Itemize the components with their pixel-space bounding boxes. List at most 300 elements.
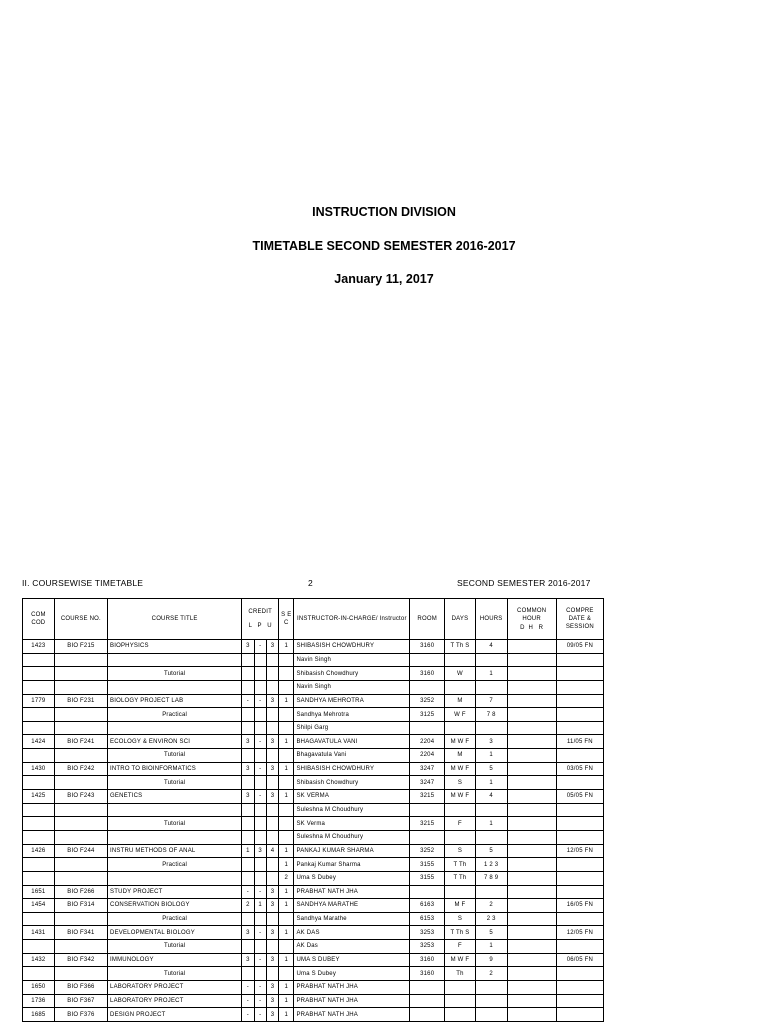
cell-room	[410, 981, 445, 995]
cell-sec: 1	[279, 640, 294, 654]
cell-course-no	[54, 940, 107, 954]
cell-credit-p	[254, 680, 266, 694]
coursewise-timetable	[22, 598, 604, 1022]
table-row	[23, 653, 604, 667]
cell-common-hour	[507, 912, 556, 926]
cell-hours	[475, 830, 507, 844]
cell-credit-l: -	[242, 694, 254, 708]
cell-days: S	[445, 912, 476, 926]
cell-instructor: PRABHAT NATH JHA	[294, 1008, 410, 1022]
cell-common-hour	[507, 680, 556, 694]
cell-sec	[279, 967, 294, 981]
cell-credit-u: 3	[266, 981, 278, 995]
cell-credit-l: 3	[242, 926, 254, 940]
cell-compre	[556, 721, 603, 735]
table-row	[23, 1008, 604, 1022]
cell-compre	[556, 912, 603, 926]
cell-credit-p	[254, 667, 266, 681]
cell-room	[410, 830, 445, 844]
cell-credit-l: -	[242, 885, 254, 899]
cell-common-hour	[507, 994, 556, 1008]
cell-sec	[279, 749, 294, 763]
table-row	[23, 953, 604, 967]
cell-credit-u	[266, 667, 278, 681]
cell-com-cod: 1424	[23, 735, 55, 749]
cell-room: 3155	[410, 858, 445, 872]
cell-instructor: Pankaj Kumar Sharma	[294, 858, 410, 872]
cell-credit-l	[242, 721, 254, 735]
cell-compre	[556, 940, 603, 954]
cell-days: T Th	[445, 871, 476, 885]
header-course-title: COURSE TITLE	[108, 599, 242, 640]
cell-instructor: Shibasish Chowdhury	[294, 776, 410, 790]
cell-common-hour	[507, 967, 556, 981]
cell-credit-u	[266, 871, 278, 885]
cell-credit-l: -	[242, 981, 254, 995]
cell-sec: 1	[279, 1008, 294, 1022]
cell-credit-p	[254, 749, 266, 763]
header-compre: COMPRE DATE & SESSION	[556, 599, 603, 640]
cell-room: 3160	[410, 967, 445, 981]
cell-hours	[475, 885, 507, 899]
cell-credit-p	[254, 653, 266, 667]
cell-credit-u: 3	[266, 735, 278, 749]
cell-course-no: BIO F266	[54, 885, 107, 899]
cell-common-hour	[507, 749, 556, 763]
cell-com-cod: 1779	[23, 694, 55, 708]
cell-course-no: BIO F314	[54, 899, 107, 913]
cell-course-title: STUDY PROJECT	[108, 885, 242, 899]
cell-credit-l	[242, 749, 254, 763]
cell-compre	[556, 694, 603, 708]
cell-credit-u: 3	[266, 694, 278, 708]
cell-credit-u	[266, 803, 278, 817]
cell-hours	[475, 803, 507, 817]
cell-room	[410, 994, 445, 1008]
header-days: DAYS	[445, 599, 476, 640]
cell-course-no	[54, 653, 107, 667]
cell-credit-p: -	[254, 885, 266, 899]
cell-credit-u	[266, 721, 278, 735]
cell-room	[410, 803, 445, 817]
cell-credit-p	[254, 940, 266, 954]
cell-instructor: Navin Singh	[294, 653, 410, 667]
cell-credit-u	[266, 912, 278, 926]
cell-compre	[556, 858, 603, 872]
cell-hours: 1	[475, 817, 507, 831]
cell-sec	[279, 776, 294, 790]
cell-credit-l: 3	[242, 762, 254, 776]
cell-compre	[556, 830, 603, 844]
cell-days: S	[445, 776, 476, 790]
cell-credit-p: -	[254, 735, 266, 749]
cell-sec: 2	[279, 871, 294, 885]
table-row	[23, 708, 604, 722]
cell-course-title: BIOPHYSICS	[108, 640, 242, 654]
cell-compre: 12/05 FN	[556, 844, 603, 858]
header-course-no: COURSE NO.	[54, 599, 107, 640]
cell-com-cod: 1651	[23, 885, 55, 899]
header-credit-label: CREDIT	[248, 609, 272, 615]
cell-com-cod: 1454	[23, 899, 55, 913]
header-room: ROOM	[410, 599, 445, 640]
cell-course-no	[54, 708, 107, 722]
cell-room: 3252	[410, 844, 445, 858]
cell-days: S	[445, 844, 476, 858]
cell-sec: 1	[279, 885, 294, 899]
cell-compre	[556, 653, 603, 667]
cell-compre: 16/05 FN	[556, 899, 603, 913]
cell-common-hour	[507, 803, 556, 817]
cell-days: T Th S	[445, 926, 476, 940]
cell-course-title: Tutorial	[108, 667, 242, 681]
cell-credit-p: -	[254, 694, 266, 708]
cell-sec: 1	[279, 858, 294, 872]
header-common-hour	[507, 599, 556, 640]
cell-days	[445, 994, 476, 1008]
cell-compre	[556, 708, 603, 722]
cell-course-title: ECOLOGY & ENVIRON SCI	[108, 735, 242, 749]
cell-hours: 5	[475, 844, 507, 858]
cell-course-no: BIO F341	[54, 926, 107, 940]
cell-room: 3160	[410, 667, 445, 681]
cell-sec: 1	[279, 762, 294, 776]
cell-course-title	[108, 871, 242, 885]
cell-credit-u: 3	[266, 640, 278, 654]
cell-credit-p: -	[254, 953, 266, 967]
cell-days: F	[445, 817, 476, 831]
cell-room: 6163	[410, 899, 445, 913]
cell-course-title	[108, 830, 242, 844]
cell-credit-l	[242, 967, 254, 981]
cell-hours: 1	[475, 667, 507, 681]
cell-compre: 09/05 FN	[556, 640, 603, 654]
cell-credit-p: -	[254, 994, 266, 1008]
cell-hours	[475, 994, 507, 1008]
cell-compre	[556, 776, 603, 790]
header-sec: S E C	[279, 599, 294, 640]
cell-common-hour	[507, 940, 556, 954]
cell-hours: 7	[475, 694, 507, 708]
cell-instructor: SK VERMA	[294, 790, 410, 804]
cell-course-title: Practical	[108, 912, 242, 926]
cell-common-hour	[507, 708, 556, 722]
cell-instructor: Uma S Dubey	[294, 967, 410, 981]
table-row	[23, 694, 604, 708]
table-row	[23, 994, 604, 1008]
cell-credit-u	[266, 830, 278, 844]
cell-credit-p	[254, 708, 266, 722]
cell-course-title: INSTRU METHODS OF ANAL	[108, 844, 242, 858]
cell-credit-p: 1	[254, 899, 266, 913]
cell-common-hour	[507, 844, 556, 858]
cell-course-no: BIO F244	[54, 844, 107, 858]
cell-course-no	[54, 721, 107, 735]
cell-common-hour	[507, 885, 556, 899]
cell-sec	[279, 940, 294, 954]
cell-course-no	[54, 749, 107, 763]
cell-compre: 12/05 FN	[556, 926, 603, 940]
header-common-hour-sub: D H R	[520, 624, 544, 631]
cell-common-hour	[507, 790, 556, 804]
cell-hours: 1	[475, 776, 507, 790]
cell-days	[445, 981, 476, 995]
cell-hours: 9	[475, 953, 507, 967]
page-number: 2	[308, 578, 313, 588]
cell-sec: 1	[279, 953, 294, 967]
cell-credit-l: 2	[242, 899, 254, 913]
table-row	[23, 899, 604, 913]
cell-credit-p: -	[254, 981, 266, 995]
cell-com-cod	[23, 830, 55, 844]
cell-course-no	[54, 667, 107, 681]
cell-credit-p	[254, 871, 266, 885]
cell-course-no: BIO F243	[54, 790, 107, 804]
cell-common-hour	[507, 953, 556, 967]
cell-room: 3247	[410, 776, 445, 790]
cell-days	[445, 885, 476, 899]
cell-sec	[279, 680, 294, 694]
cell-hours: 2	[475, 899, 507, 913]
cell-instructor: Shibasish Chowdhury	[294, 667, 410, 681]
cell-course-title	[108, 653, 242, 667]
cell-common-hour	[507, 981, 556, 995]
cell-course-no	[54, 858, 107, 872]
cell-credit-l: 3	[242, 735, 254, 749]
cell-credit-l	[242, 830, 254, 844]
table-row	[23, 680, 604, 694]
cell-common-hour	[507, 1008, 556, 1022]
cell-room	[410, 1008, 445, 1022]
cell-room: 3247	[410, 762, 445, 776]
cell-instructor: Shilpi Garg	[294, 721, 410, 735]
cell-credit-p: 3	[254, 844, 266, 858]
cell-course-title: Tutorial	[108, 776, 242, 790]
cell-credit-l: 3	[242, 790, 254, 804]
cell-credit-p: -	[254, 1008, 266, 1022]
cell-com-cod: 1423	[23, 640, 55, 654]
cell-course-no	[54, 967, 107, 981]
cell-room: 2204	[410, 735, 445, 749]
cell-common-hour	[507, 899, 556, 913]
cell-hours	[475, 653, 507, 667]
cell-days	[445, 653, 476, 667]
cell-room: 2204	[410, 749, 445, 763]
cell-course-title: DEVELOPMENTAL BIOLOGY	[108, 926, 242, 940]
cell-hours: 5	[475, 762, 507, 776]
cell-credit-u: 3	[266, 762, 278, 776]
cell-room: 3253	[410, 926, 445, 940]
table-row	[23, 803, 604, 817]
table-row	[23, 735, 604, 749]
cell-credit-l: -	[242, 994, 254, 1008]
cell-credit-l: 1	[242, 844, 254, 858]
cell-credit-u: 3	[266, 953, 278, 967]
table-row	[23, 981, 604, 995]
cell-room: 6153	[410, 912, 445, 926]
cell-credit-p	[254, 858, 266, 872]
section-title: II. COURSEWISE TIMETABLE	[22, 578, 144, 588]
cell-sec	[279, 817, 294, 831]
cell-sec: 1	[279, 994, 294, 1008]
cell-com-cod: 1430	[23, 762, 55, 776]
cell-course-title: Tutorial	[108, 967, 242, 981]
cell-compre	[556, 1008, 603, 1022]
cell-course-no	[54, 776, 107, 790]
table-row	[23, 790, 604, 804]
cell-credit-l	[242, 776, 254, 790]
cell-com-cod: 1685	[23, 1008, 55, 1022]
cell-course-no	[54, 830, 107, 844]
table-row	[23, 967, 604, 981]
cell-compre: 11/05 FN	[556, 735, 603, 749]
cell-common-hour	[507, 640, 556, 654]
semester-label: SECOND SEMESTER 2016-2017	[457, 578, 591, 588]
cell-com-cod: 1431	[23, 926, 55, 940]
cell-credit-l	[242, 912, 254, 926]
header-hours: HOURS	[475, 599, 507, 640]
cell-days: M W F	[445, 762, 476, 776]
cell-hours: 1	[475, 749, 507, 763]
cell-instructor: Uma S Dubey	[294, 871, 410, 885]
table-row	[23, 667, 604, 681]
cell-course-title: CONSERVATION BIOLOGY	[108, 899, 242, 913]
cell-credit-p	[254, 721, 266, 735]
cell-credit-p	[254, 776, 266, 790]
cell-room	[410, 653, 445, 667]
cell-credit-u: 3	[266, 1008, 278, 1022]
cell-com-cod: 1425	[23, 790, 55, 804]
cell-instructor: SANDHYA MEHROTRA	[294, 694, 410, 708]
cell-credit-u	[266, 817, 278, 831]
cell-credit-l	[242, 940, 254, 954]
cell-sec: 1	[279, 790, 294, 804]
cell-course-no	[54, 803, 107, 817]
cell-sec	[279, 708, 294, 722]
cell-common-hour	[507, 653, 556, 667]
cell-days: T Th	[445, 858, 476, 872]
cell-days	[445, 1008, 476, 1022]
table-row	[23, 640, 604, 654]
table-row	[23, 940, 604, 954]
cell-credit-u: 3	[266, 926, 278, 940]
cell-com-cod	[23, 871, 55, 885]
table-row	[23, 776, 604, 790]
cell-hours	[475, 680, 507, 694]
header-com-cod: COM COD	[23, 599, 55, 640]
cell-credit-u	[266, 940, 278, 954]
cell-days: F	[445, 940, 476, 954]
cell-credit-u	[266, 749, 278, 763]
cell-credit-l	[242, 708, 254, 722]
table-row	[23, 926, 604, 940]
cell-credit-l: 3	[242, 640, 254, 654]
cell-common-hour	[507, 721, 556, 735]
cell-credit-l: 3	[242, 953, 254, 967]
cell-common-hour	[507, 694, 556, 708]
cell-sec	[279, 653, 294, 667]
cell-course-no: BIO F376	[54, 1008, 107, 1022]
cell-compre: 06/05 FN	[556, 953, 603, 967]
cell-days	[445, 830, 476, 844]
cell-room: 3215	[410, 817, 445, 831]
cell-com-cod: 1650	[23, 981, 55, 995]
cell-hours: 7 8	[475, 708, 507, 722]
cell-compre	[556, 749, 603, 763]
cell-common-hour	[507, 776, 556, 790]
cell-credit-l	[242, 858, 254, 872]
cell-instructor: Navin Singh	[294, 680, 410, 694]
cell-course-title: Practical	[108, 858, 242, 872]
cell-com-cod	[23, 817, 55, 831]
cell-credit-u	[266, 776, 278, 790]
cell-instructor: AK DAS	[294, 926, 410, 940]
cell-sec	[279, 830, 294, 844]
cell-room: 3215	[410, 790, 445, 804]
cell-credit-l	[242, 680, 254, 694]
cell-instructor: PRABHAT NATH JHA	[294, 885, 410, 899]
cell-course-no: BIO F215	[54, 640, 107, 654]
cell-sec	[279, 803, 294, 817]
cell-credit-p: -	[254, 640, 266, 654]
header-credit	[242, 599, 279, 640]
cell-compre	[556, 871, 603, 885]
cell-hours	[475, 721, 507, 735]
cell-common-hour	[507, 735, 556, 749]
cell-room: 3160	[410, 953, 445, 967]
cell-course-no: BIO F242	[54, 762, 107, 776]
cell-common-hour	[507, 762, 556, 776]
cell-com-cod: 1736	[23, 994, 55, 1008]
table-row	[23, 721, 604, 735]
division-title: INSTRUCTION DIVISION	[312, 205, 456, 219]
cell-course-no: BIO F366	[54, 981, 107, 995]
cell-com-cod	[23, 967, 55, 981]
cell-credit-u	[266, 653, 278, 667]
cell-credit-u: 3	[266, 994, 278, 1008]
cell-common-hour	[507, 667, 556, 681]
cell-com-cod	[23, 721, 55, 735]
table-row	[23, 871, 604, 885]
cell-com-cod	[23, 940, 55, 954]
cell-credit-u: 3	[266, 790, 278, 804]
cell-instructor: SHIBASISH CHOWDHURY	[294, 640, 410, 654]
cell-room: 3252	[410, 694, 445, 708]
cell-instructor: UMA S DUBEY	[294, 953, 410, 967]
cell-days	[445, 803, 476, 817]
timetable-date: January 11, 2017	[334, 272, 434, 286]
cell-sec: 1	[279, 735, 294, 749]
cell-course-title: Tutorial	[108, 749, 242, 763]
cell-hours	[475, 1008, 507, 1022]
cell-com-cod	[23, 680, 55, 694]
table-row	[23, 885, 604, 899]
cell-hours: 1	[475, 940, 507, 954]
cell-compre	[556, 967, 603, 981]
cell-instructor: Bhagavatula Vani	[294, 749, 410, 763]
cell-days: M W F	[445, 790, 476, 804]
table-row	[23, 830, 604, 844]
cell-instructor: Sandhya Mehrotra	[294, 708, 410, 722]
cell-com-cod	[23, 749, 55, 763]
cell-compre	[556, 885, 603, 899]
cell-room: 3155	[410, 871, 445, 885]
cell-course-title: IMMUNOLOGY	[108, 953, 242, 967]
cell-com-cod	[23, 708, 55, 722]
cell-compre	[556, 680, 603, 694]
cell-room	[410, 721, 445, 735]
cell-hours: 1 2 3	[475, 858, 507, 872]
